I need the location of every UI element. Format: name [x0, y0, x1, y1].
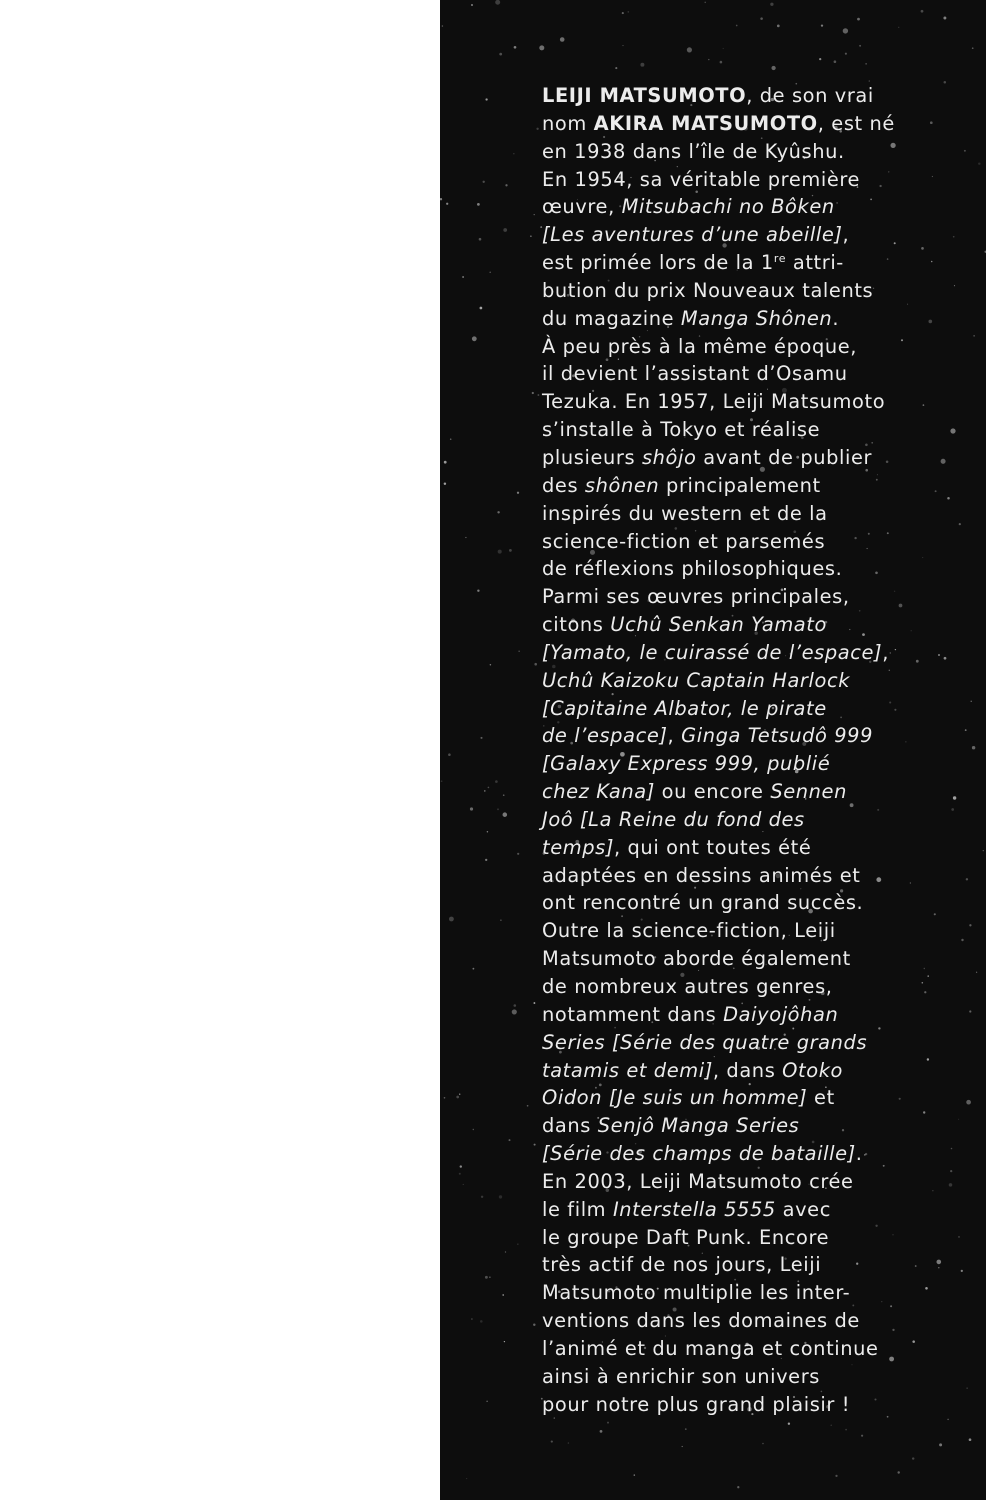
star-speck — [969, 1438, 972, 1441]
star-speck — [615, 67, 617, 69]
star-speck — [534, 663, 537, 666]
star-speck — [943, 17, 946, 20]
star-speck — [976, 972, 977, 973]
bio-line — [542, 1363, 962, 1391]
star-speck — [517, 492, 519, 494]
bio-text-segment: plusieurs — [542, 445, 642, 469]
star-speck — [444, 483, 446, 485]
star-speck — [966, 1387, 967, 1388]
work-title: Uchû Senkan Yamato — [610, 613, 827, 637]
star-speck — [473, 1129, 474, 1130]
bio-text-segment: , de son vrai — [746, 84, 874, 107]
bio-text-segment: l’animé et du manga et continue — [542, 1336, 879, 1360]
star-speck — [971, 701, 972, 702]
bio-text-segment: science-fiction et parsemés — [542, 529, 826, 553]
work-title: Daiyojôhan — [723, 1002, 839, 1026]
star-speck — [539, 45, 544, 50]
star-speck — [843, 28, 848, 33]
work-title: Joô [La Reine du fond des — [542, 807, 805, 831]
star-speck — [463, 1184, 464, 1185]
star-speck — [489, 272, 491, 274]
bio-text-segment: ventions dans les domaines de — [542, 1309, 860, 1333]
star-speck — [845, 53, 847, 55]
bio-line — [542, 528, 962, 556]
star-speck — [440, 198, 442, 200]
star-speck — [777, 25, 780, 28]
star-speck — [466, 1478, 467, 1479]
star-speck — [704, 2, 705, 3]
bio-line — [542, 862, 962, 890]
bio-text-segment: notamment dans — [542, 1002, 724, 1026]
bio-line — [542, 695, 962, 723]
bio-text-segment: , — [882, 640, 889, 664]
star-speck — [490, 664, 491, 665]
star-speck — [462, 276, 464, 278]
bio-text-segment: adaptées en dessins animés et — [542, 863, 861, 887]
bio-line — [542, 1196, 962, 1224]
star-speck — [477, 203, 480, 206]
star-speck — [921, 10, 924, 13]
work-title: Otoko — [782, 1058, 843, 1082]
star-speck — [533, 1002, 535, 1004]
work-title: [Les aventures d’une abeille] — [542, 223, 843, 247]
work-title: [Capitaine Albator, le pirate — [542, 696, 827, 720]
star-speck — [736, 25, 738, 27]
star-speck — [771, 66, 775, 70]
star-speck — [465, 537, 466, 538]
bio-text-segment: , — [842, 223, 850, 247]
star-speck — [505, 1251, 506, 1252]
star-speck — [964, 150, 966, 152]
star-speck — [499, 1195, 502, 1198]
star-speck — [444, 461, 447, 464]
bio-line — [542, 1335, 962, 1363]
author-name: AKIRA MATSUMOTO — [593, 111, 818, 135]
star-speck — [498, 550, 502, 554]
bio-text-segment: En 1954, sa véritable première — [542, 167, 861, 191]
bio-text-segment: bution du prix Nouveaux talents — [542, 278, 874, 302]
star-speck — [978, 162, 980, 164]
star-speck — [519, 651, 520, 652]
bio-line — [542, 1251, 962, 1279]
bio-line — [542, 305, 962, 333]
bio-line — [542, 973, 962, 1001]
star-speck — [514, 46, 517, 49]
bio-text-segment: En 2003, Leiji Matsumoto crée — [542, 1169, 854, 1193]
bio-line — [542, 1391, 962, 1419]
bio-text-segment: Matsumoto multiplie les inter- — [542, 1281, 851, 1305]
work-title: Interstella 5555 — [612, 1197, 776, 1221]
author-name: LEIJI MATSUMOTO — [542, 84, 747, 107]
star-speck — [489, 1276, 491, 1278]
starfield-panel — [440, 0, 986, 1500]
bio-line — [542, 82, 962, 110]
star-speck — [865, 63, 866, 64]
star-speck — [486, 1401, 487, 1402]
ordinal-suffix: re — [773, 252, 787, 266]
star-speck — [969, 1010, 971, 1012]
star-speck — [530, 235, 532, 237]
star-speck — [622, 12, 624, 14]
star-speck — [471, 1318, 473, 1320]
work-title: [Galaxy Express 999, publié — [542, 752, 831, 776]
work-title: shôjo — [641, 445, 697, 469]
star-speck — [640, 63, 644, 67]
work-title: Sennen — [770, 780, 847, 804]
star-speck — [966, 1100, 971, 1105]
bio-line — [542, 333, 962, 361]
star-speck — [627, 11, 629, 13]
bio-text-segment: de nombreux autres genres, — [542, 975, 833, 998]
bio-line — [542, 806, 962, 834]
work-title: Senjô Manga Series — [597, 1114, 800, 1138]
star-speck — [497, 808, 499, 810]
star-speck — [551, 1441, 553, 1443]
star-speck — [444, 1097, 446, 1099]
star-speck — [460, 1165, 462, 1167]
star-speck — [972, 47, 974, 49]
star-speck — [456, 1096, 459, 1099]
star-speck — [622, 45, 623, 46]
star-speck — [485, 859, 487, 861]
bio-text-segment: œuvre, — [542, 195, 622, 219]
bio-line — [542, 945, 962, 973]
work-title: Oidon [Je suis un homme] — [542, 1086, 808, 1110]
star-speck — [500, 919, 502, 921]
bio-line — [542, 1224, 962, 1252]
bio-text-segment: pour notre plus grand plaisir ! — [542, 1392, 851, 1416]
star-speck — [503, 794, 505, 796]
bio-line — [542, 444, 962, 472]
work-title: Uchû Kaizoku Captain Harlock — [542, 668, 851, 692]
star-speck — [509, 1139, 511, 1141]
star-speck — [634, 1474, 635, 1475]
star-speck — [600, 1430, 603, 1433]
star-speck — [969, 924, 971, 926]
star-speck — [532, 392, 534, 394]
star-speck — [477, 589, 479, 591]
star-speck — [834, 60, 837, 63]
bio-text-segment: . — [855, 1142, 863, 1166]
work-title: temps] — [542, 835, 614, 859]
bio-line — [542, 416, 962, 444]
star-speck — [449, 917, 454, 922]
star-speck — [441, 780, 443, 782]
blank-left-page — [0, 0, 440, 1500]
bio-text-segment: , — [667, 724, 682, 748]
work-title: tatamis et demi] — [542, 1058, 713, 1082]
work-title: [Série des champs de bataille] — [542, 1142, 856, 1166]
star-speck — [760, 17, 763, 20]
star-speck — [517, 853, 519, 855]
bio-line — [542, 500, 962, 528]
star-speck — [499, 53, 502, 56]
star-speck — [762, 1443, 764, 1445]
bio-line — [542, 110, 962, 138]
star-speck — [479, 238, 482, 241]
work-title: Manga Shônen — [680, 306, 833, 330]
bio-text-segment: le groupe Daft Punk. Encore — [542, 1225, 830, 1249]
bio-text-segment: le film — [542, 1197, 613, 1221]
bio-text-segment: attri- — [786, 251, 844, 275]
star-speck — [472, 336, 477, 341]
star-speck — [682, 1446, 683, 1447]
bio-text-segment: très actif de nos jours, Leiji — [542, 1253, 822, 1277]
star-speck — [835, 1475, 837, 1477]
bio-line — [542, 667, 962, 695]
star-speck — [527, 1105, 529, 1107]
work-title: chez Kana] — [542, 780, 655, 804]
bio-line — [542, 472, 962, 500]
star-speck — [446, 203, 448, 205]
work-title: Ginga Tetsudô 999 — [681, 724, 874, 748]
bio-line — [542, 1029, 962, 1057]
star-speck — [536, 128, 538, 130]
star-speck — [480, 307, 483, 310]
star-speck — [495, 0, 500, 5]
bio-line — [542, 1168, 962, 1196]
star-speck — [459, 1173, 461, 1175]
bio-text-segment: est primée lors de la 1 — [542, 251, 774, 275]
star-speck — [442, 25, 444, 27]
star-speck — [770, 3, 773, 6]
bio-line — [542, 834, 962, 862]
bio-line — [542, 388, 962, 416]
bio-text-segment: il devient l’assistant d’Osamu — [542, 362, 848, 386]
star-speck — [788, 1423, 790, 1425]
star-speck — [488, 787, 490, 789]
star-speck — [503, 812, 508, 817]
bio-line — [542, 750, 962, 778]
bio-line — [542, 583, 962, 611]
star-speck — [861, 1435, 863, 1437]
bio-line — [542, 611, 962, 639]
star-speck — [859, 45, 861, 47]
bio-text-segment: Tezuka. En 1957, Leiji Matsumoto — [542, 390, 886, 414]
star-speck — [560, 37, 565, 42]
star-speck — [485, 98, 487, 100]
star-speck — [685, 1428, 687, 1430]
star-speck — [965, 729, 967, 731]
star-speck — [897, 1471, 899, 1473]
bio-text-segment: et — [807, 1086, 835, 1110]
bio-line — [542, 889, 962, 917]
work-title: [Yamato, le cuirassé de l’espace] — [542, 640, 883, 664]
bio-line — [542, 166, 962, 194]
bio-text-segment: principalement — [659, 473, 821, 497]
star-speck — [505, 184, 507, 186]
work-title: de l’espace] — [542, 724, 668, 748]
bio-text-segment: en 1938 dans l’île de Kyûshu. — [542, 139, 845, 163]
bio-text-segment: nom — [542, 111, 594, 135]
star-speck — [487, 831, 488, 832]
star-speck — [972, 746, 975, 749]
bio-text-segment: Matsumoto aborde également — [542, 947, 851, 971]
bio-line — [542, 722, 962, 750]
star-speck — [481, 1196, 483, 1198]
star-speck — [568, 1442, 570, 1444]
star-speck — [737, 1486, 739, 1488]
star-speck — [485, 1276, 488, 1279]
bio-line — [542, 1084, 962, 1112]
star-speck — [857, 18, 860, 21]
bio-line — [542, 1307, 962, 1335]
star-speck — [480, 737, 482, 739]
star-speck — [947, 1419, 949, 1421]
bio-text-segment: citons — [542, 613, 611, 637]
bio-text-segment: , qui ont toutes été — [614, 835, 812, 859]
star-speck — [831, 1425, 832, 1426]
star-speck — [821, 24, 823, 26]
star-speck — [495, 780, 498, 783]
work-title: shônen — [584, 473, 660, 497]
star-speck — [450, 438, 452, 440]
bio-text-segment: ou encore — [654, 780, 771, 804]
star-speck — [533, 1324, 535, 1326]
star-speck — [708, 59, 709, 60]
star-speck — [483, 181, 485, 183]
star-speck — [517, 1244, 518, 1245]
star-speck — [514, 1004, 517, 1007]
star-speck — [504, 1341, 505, 1342]
star-speck — [473, 968, 475, 970]
bio-text-segment: du magazine — [542, 306, 681, 330]
bio-text-segment: Outre la science-fiction, Leiji — [542, 919, 836, 943]
star-speck — [912, 1457, 914, 1459]
star-speck — [534, 214, 535, 215]
author-biography — [542, 82, 962, 1419]
bio-text-segment: . — [832, 306, 840, 330]
bio-text-segment: de réflexions philosophiques. — [542, 557, 843, 581]
bio-line — [542, 1279, 962, 1307]
star-speck — [537, 394, 539, 396]
bio-line — [542, 193, 962, 221]
work-title: Mitsubachi no Bôken — [621, 195, 835, 219]
bio-line — [542, 778, 962, 806]
bio-text-segment: , dans — [712, 1058, 783, 1082]
star-speck — [470, 807, 473, 810]
star-speck — [939, 1443, 942, 1446]
bio-line — [542, 555, 962, 583]
bio-line — [542, 917, 962, 945]
bio-line — [542, 639, 962, 667]
star-speck — [513, 153, 514, 154]
bio-text-segment: avec — [775, 1197, 831, 1221]
bio-line — [542, 249, 962, 277]
work-title: Series [Série des quatre grands — [542, 1030, 868, 1054]
star-speck — [966, 878, 968, 880]
bio-text-segment: ont rencontré un grand succès. — [542, 891, 864, 915]
star-speck — [509, 549, 512, 552]
star-speck — [723, 48, 724, 49]
star-speck — [503, 228, 507, 232]
star-speck — [534, 1144, 536, 1146]
star-speck — [459, 1094, 460, 1095]
bio-text-segment: À peu près à la même époque, — [542, 334, 858, 358]
bio-text-segment: Parmi ses œuvres principales, — [542, 585, 850, 609]
bio-line — [542, 277, 962, 305]
bio-text-segment: s’installe à Tokyo et réalise — [542, 418, 821, 442]
bio-line — [542, 1057, 962, 1085]
bio-text-segment: ainsi à enrichir son univers — [542, 1364, 820, 1388]
star-speck — [973, 335, 974, 336]
bio-line — [542, 221, 962, 249]
bio-text-segment: dans — [542, 1114, 598, 1138]
star-speck — [497, 511, 499, 513]
star-speck — [471, 4, 473, 6]
star-speck — [512, 1009, 517, 1014]
star-speck — [607, 1422, 609, 1424]
bio-line — [542, 1112, 962, 1140]
bio-line — [542, 1140, 962, 1168]
bio-line — [542, 138, 962, 166]
star-speck — [845, 1429, 847, 1431]
bio-text-segment: inspirés du western et de la — [542, 501, 828, 525]
bio-line — [542, 360, 962, 388]
bio-text-segment: avant de publier — [696, 445, 873, 469]
bio-line — [542, 1001, 962, 1029]
star-speck — [720, 61, 723, 64]
star-speck — [448, 753, 451, 756]
bio-text-segment: , est né — [817, 111, 895, 135]
star-speck — [898, 27, 899, 28]
bio-text-segment: des — [542, 473, 585, 497]
star-speck — [687, 47, 692, 52]
star-speck — [983, 850, 984, 851]
star-speck — [819, 58, 821, 60]
star-speck — [480, 1320, 483, 1323]
star-speck — [502, 1294, 504, 1296]
star-speck — [484, 790, 486, 792]
